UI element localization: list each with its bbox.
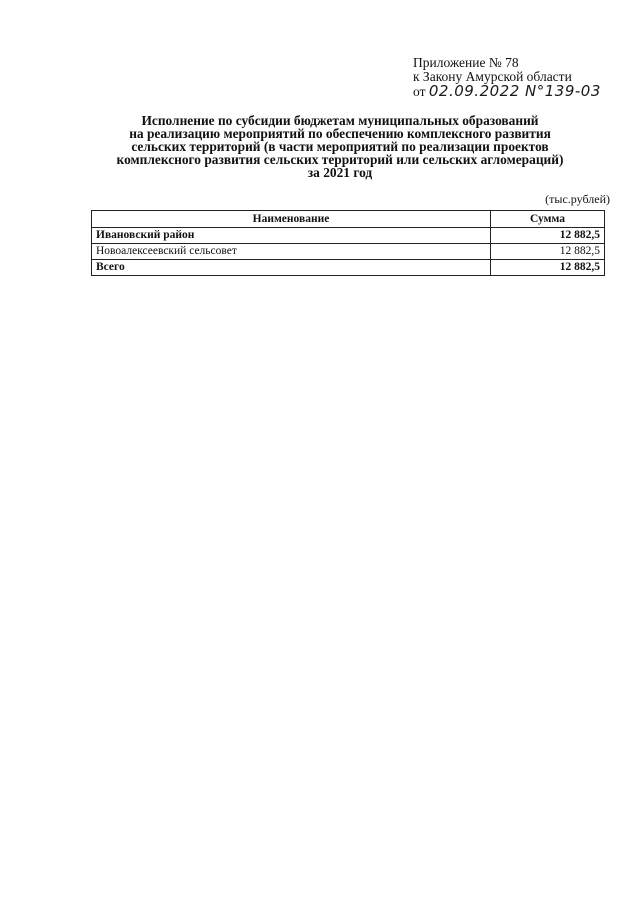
appendix-date-line [413,84,601,99]
row-name: Ивановский район [92,228,491,244]
units-label: (тыс.рублей) [545,192,610,206]
appendix-law-ref: к Закону Амурской области [413,69,572,84]
appendix-block [413,56,601,99]
appendix-number: Приложение № 78 [413,55,519,70]
table-header-row [92,211,605,228]
title-line-3: сельских территорий (в части мероприятий по реализации проектов [131,139,549,154]
row-sum: 12 882,5 [491,228,605,244]
handwritten-date-number: 02.09.2022 N°139-03 [428,82,601,100]
title-line-4: комплексного развития сельских территорий или сельских агломераций) [116,152,564,167]
title-line-2: на реализацию мероприятий по обеспечению комплексного развития [129,126,551,141]
row-name: Новоалексеевский сельсовет [92,244,491,260]
title-line-1: Исполнение по субсидии бюджетам муниципальных образований [141,113,539,128]
document-title [80,114,600,179]
row-name: Всего [92,260,491,276]
budget-table [91,210,605,276]
row-sum: 12 882,5 [491,244,605,260]
appendix-date-prefix: от [413,84,426,99]
header-name: Наименование [92,211,491,228]
title-line-5: за 2021 год [307,165,373,180]
table-row [92,244,605,260]
table-row [92,228,605,244]
row-sum: 12 882,5 [491,260,605,276]
table-total-row [92,260,605,276]
header-sum: Сумма [491,211,605,228]
